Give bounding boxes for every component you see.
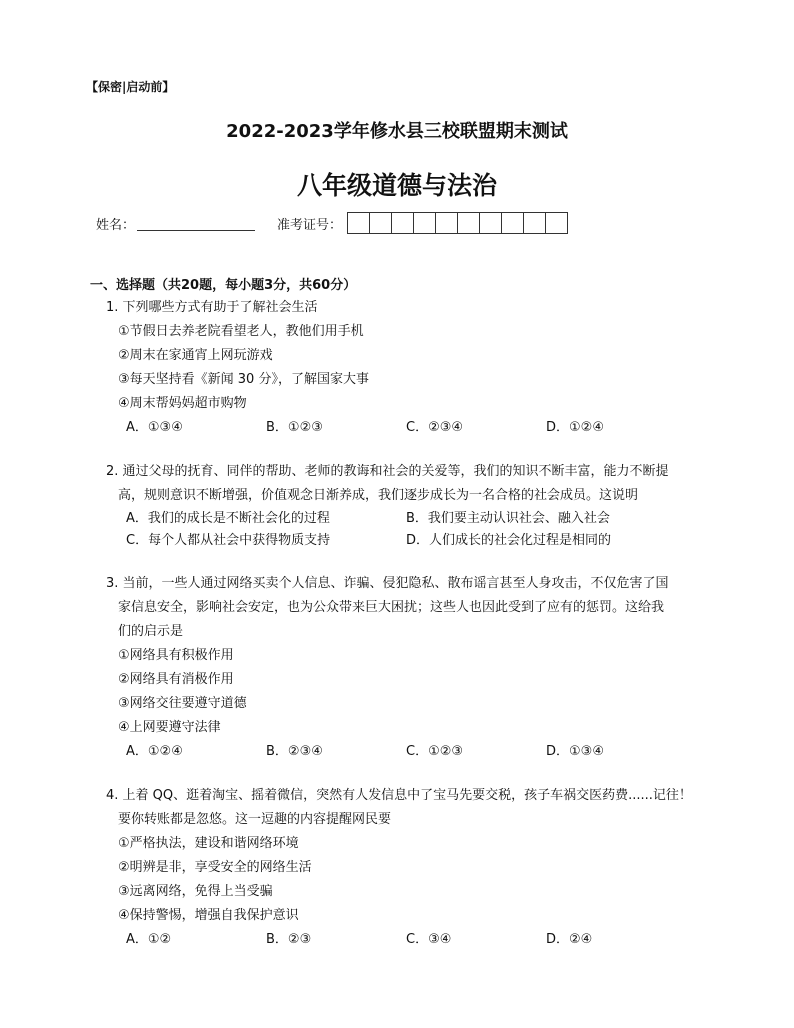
question-4-choice-c[interactable]: C．③④ — [406, 932, 452, 947]
question-1-stem: 1. 下列哪些方式有助于了解社会生活 — [106, 300, 318, 315]
question-4-item: ①严格执法，建设和谐网络环境 — [118, 836, 299, 851]
question-2-choice-a[interactable]: A．我们的成长是不断社会化的过程 — [126, 511, 330, 526]
question-2-choice-d[interactable]: D．人们成长的社会化过程是相同的 — [406, 533, 612, 548]
question-4-stem-cont: 要你转账都是忽悠。这一逗趣的内容提醒网民要 — [118, 812, 392, 827]
question-1-choice-b[interactable]: B．①②③ — [266, 420, 323, 435]
exam-number-box[interactable] — [479, 212, 502, 234]
question-4-stem: 4. 上着 QQ、逛着淘宝、摇着微信，突然有人发信息中了宝马先要交税，孩子车祸交医药费......记往！ — [106, 788, 692, 803]
question-3-choice-b[interactable]: B．②③④ — [266, 744, 323, 759]
question-4-item: ④保持警惕，增强自我保护意识 — [118, 908, 299, 923]
exam-number-box[interactable] — [545, 212, 568, 234]
student-info-row — [96, 212, 568, 234]
exam-number-label: 准考证号： — [277, 217, 343, 233]
section-heading: 一、选择题（共20题，每小题3分，共60分） — [90, 278, 357, 293]
exam-title: 2022-2023学年修水县三校联盟期末测试 — [226, 121, 568, 142]
confidential-mark: 【保密|启动前】 — [86, 80, 175, 94]
question-1-choice-c[interactable]: C．②③④ — [406, 420, 464, 435]
question-1-item: ④周末帮妈妈超市购物 — [118, 396, 247, 411]
question-3-stem: 3. 当前，一些人通过网络买卖个人信息、诈骗、侵犯隐私、散布谣言甚至人身攻击，不仅危害了国 — [106, 576, 669, 591]
question-4-choice-a[interactable]: A．①② — [126, 932, 172, 947]
question-4-choice-b[interactable]: B．②③ — [266, 932, 312, 947]
question-1-choice-d[interactable]: D．①②④ — [546, 420, 604, 435]
question-2-choice-b[interactable]: B．我们要主动认识社会、融入社会 — [406, 511, 610, 526]
question-3-choice-d[interactable]: D．①③④ — [546, 744, 604, 759]
question-3-item: ③网络交往要遵守道德 — [118, 696, 247, 711]
question-3-stem-cont: 家信息安全，影响社会安定，也为公众带来巨大困扰；这些人也因此受到了应有的惩罚。这给我 — [118, 600, 665, 615]
name-field[interactable] — [137, 216, 255, 231]
question-3-choice-c[interactable]: C．①②③ — [406, 744, 464, 759]
exam-number-boxes[interactable] — [348, 212, 568, 234]
exam-number-box[interactable] — [501, 212, 524, 234]
exam-number-box[interactable] — [523, 212, 546, 234]
question-2-stem-cont: 高，规则意识不断增强，价值观念日渐养成，我们逐步成长为一名合格的社会成员。这说明 — [118, 488, 639, 503]
exam-number-box[interactable] — [347, 212, 370, 234]
question-1-item: ③每天坚持看《新闻 30 分》，了解国家大事 — [118, 372, 369, 387]
exam-number-box[interactable] — [391, 212, 414, 234]
question-3-item: ④上网要遵守法律 — [118, 720, 221, 735]
exam-number-box[interactable] — [369, 212, 392, 234]
exam-number-box[interactable] — [457, 212, 480, 234]
question-3-item: ①网络具有积极作用 — [118, 648, 234, 663]
question-1-item: ②周末在家通宵上网玩游戏 — [118, 348, 273, 363]
exam-number-box[interactable] — [413, 212, 436, 234]
question-3-stem-cont: 们的启示是 — [118, 624, 184, 639]
exam-number-box[interactable] — [435, 212, 458, 234]
question-4-item: ③远离网络，免得上当受骗 — [118, 884, 273, 899]
question-4-item: ②明辨是非，享受安全的网络生活 — [118, 860, 312, 875]
question-3-choice-a[interactable]: A．①②④ — [126, 744, 183, 759]
question-2-stem: 2. 通过父母的抚育、同伴的帮助、老师的教诲和社会的关爱等，我们的知识不断丰富，能力不断提 — [106, 464, 669, 479]
question-1-choice-a[interactable]: A．①③④ — [126, 420, 183, 435]
question-4-choice-d[interactable]: D．②④ — [546, 932, 593, 947]
question-2-choice-c[interactable]: C．每个人都从社会中获得物质支持 — [126, 533, 331, 548]
subject-title: 八年级道德与法治 — [296, 171, 497, 200]
question-1-item: ①节假日去养老院看望老人，教他们用手机 — [118, 324, 364, 339]
name-label: 姓名： — [96, 217, 136, 233]
question-3-item: ②网络具有消极作用 — [118, 672, 234, 687]
